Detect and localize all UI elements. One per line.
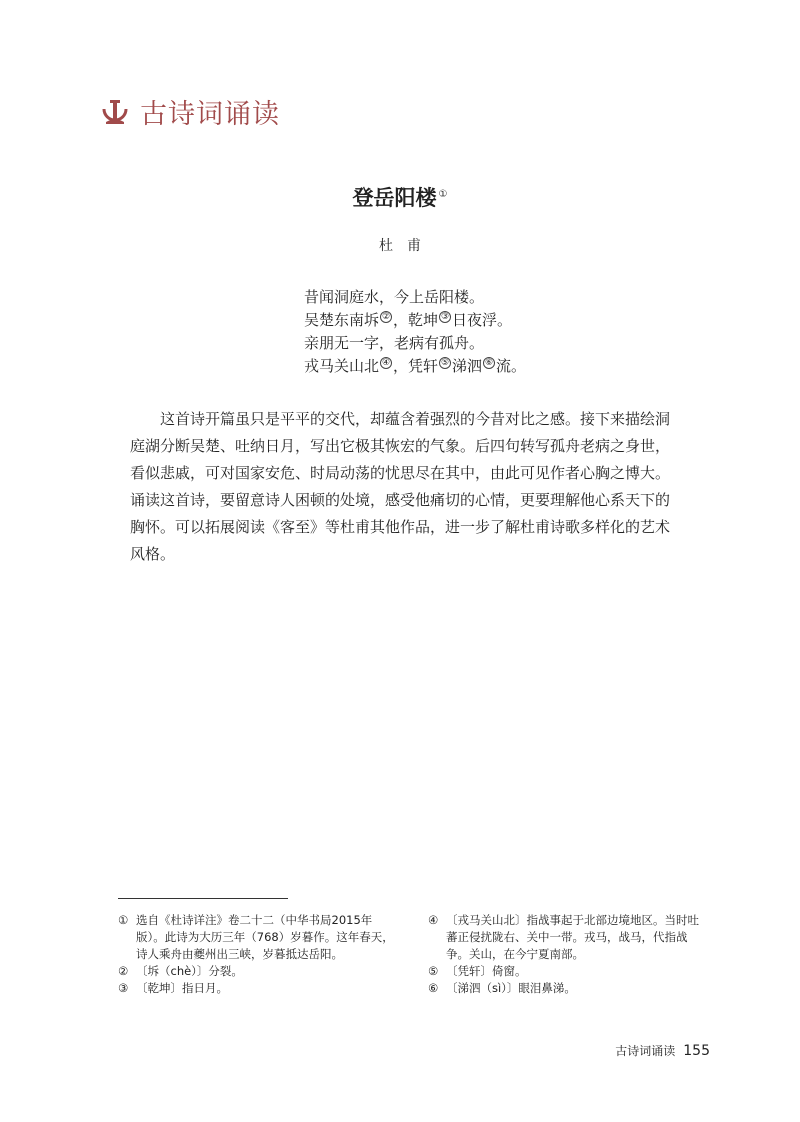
footnotes-right	[428, 912, 710, 997]
poem-title-text: 登岳阳楼	[352, 186, 437, 210]
page-number: 155	[683, 1043, 710, 1059]
footnote-number: ③	[118, 981, 129, 995]
footnote-item	[428, 912, 710, 963]
poem-line-text: 亲朋无一字，老病有孤舟。	[304, 334, 485, 352]
footnotes-left	[118, 912, 400, 997]
footnote-text: 〔涕泗（sì）〕眼泪鼻涕。	[446, 981, 576, 995]
poem-line-text: 流。	[496, 357, 527, 375]
footnote-text: 选自《杜诗详注》卷二十二（中华书局2015年版）。此诗为大历三年（768）岁暮作。这年春天，诗人乘舟由夔州出三峡，岁暮抵达岳阳。	[136, 913, 394, 961]
poem-line-text: 涕泗	[452, 357, 483, 375]
section-title: 古诗词诵读	[140, 99, 280, 130]
footnote-item	[118, 963, 400, 980]
poem-line-text: 戎马关山北	[304, 357, 380, 375]
footnote-text: 〔凭轩〕倚窗。	[446, 964, 527, 978]
poem-line	[304, 355, 526, 378]
poem-title-note: ①	[438, 189, 448, 200]
footnote-item	[118, 980, 400, 997]
poem-body	[304, 286, 526, 378]
footnote-marker[interactable]: ⑤	[440, 358, 450, 368]
poem-author: 杜甫	[379, 238, 435, 254]
footnote-number: ①	[118, 913, 129, 927]
footnote-number: ②	[118, 964, 129, 978]
footnote-divider	[118, 898, 288, 899]
section-header	[100, 92, 280, 131]
footnote-marker[interactable]: ③	[440, 312, 450, 322]
poem-title	[0, 182, 800, 212]
footnote-item	[428, 963, 710, 980]
footnote-number: ⑤	[428, 964, 439, 978]
poem-line	[304, 286, 526, 309]
poem-line-text: ，乾坤	[393, 311, 439, 329]
commentary-paragraph: 这首诗开篇虽只是平平的交代，却蕴含着强烈的今昔对比之感。接下来描绘洞庭湖分断吴楚、吐纳日月，写出它极其恢宏的气象。后四句转写孤舟老病之身世，看似悲戚，可对国家安危、时局动荡的忧思尽在其中，由此可见作者心胸之博大。诵读这首诗，要留意诗人困顿的处境，感受他痛切的心情，更要理解他心系天下的胸怀。可以拓展阅读《客至》等杜甫其他作品，进一步了解杜甫诗歌多样化的艺术风格。	[130, 410, 671, 563]
poem-line	[304, 309, 526, 332]
section-emblem-icon	[100, 97, 130, 127]
poem-line	[304, 332, 526, 355]
footnote-item	[428, 980, 710, 997]
footnote-marker[interactable]: ⑥	[485, 358, 494, 368]
poem-line-text: 日夜浮。	[452, 311, 513, 329]
footnote-text: 〔戎马关山北〕指战事起于北部边境地区。当时吐蕃正侵扰陇右、关中一带。戎马，战马，代指战争。关山，在今宁夏南部。	[446, 913, 699, 961]
poem-line-text: ，凭轩	[393, 357, 439, 375]
poem-line-text: 吴楚东南坼	[304, 311, 380, 329]
footnote-number: ④	[428, 913, 439, 927]
poem-line-text: 昔闻洞庭水，今上岳阳楼。	[304, 288, 485, 306]
footnote-text: 〔坼（chè）〕分裂。	[136, 964, 243, 978]
footnote-marker[interactable]: ④	[381, 358, 391, 368]
footnote-marker[interactable]: ②	[381, 312, 391, 322]
footnote-number: ⑥	[428, 981, 439, 995]
page-footer	[615, 1042, 710, 1059]
footnote-text: 〔乾坤〕指日月。	[136, 981, 228, 995]
footer-section-name: 古诗词诵读	[615, 1044, 676, 1058]
footnote-item	[118, 912, 400, 963]
